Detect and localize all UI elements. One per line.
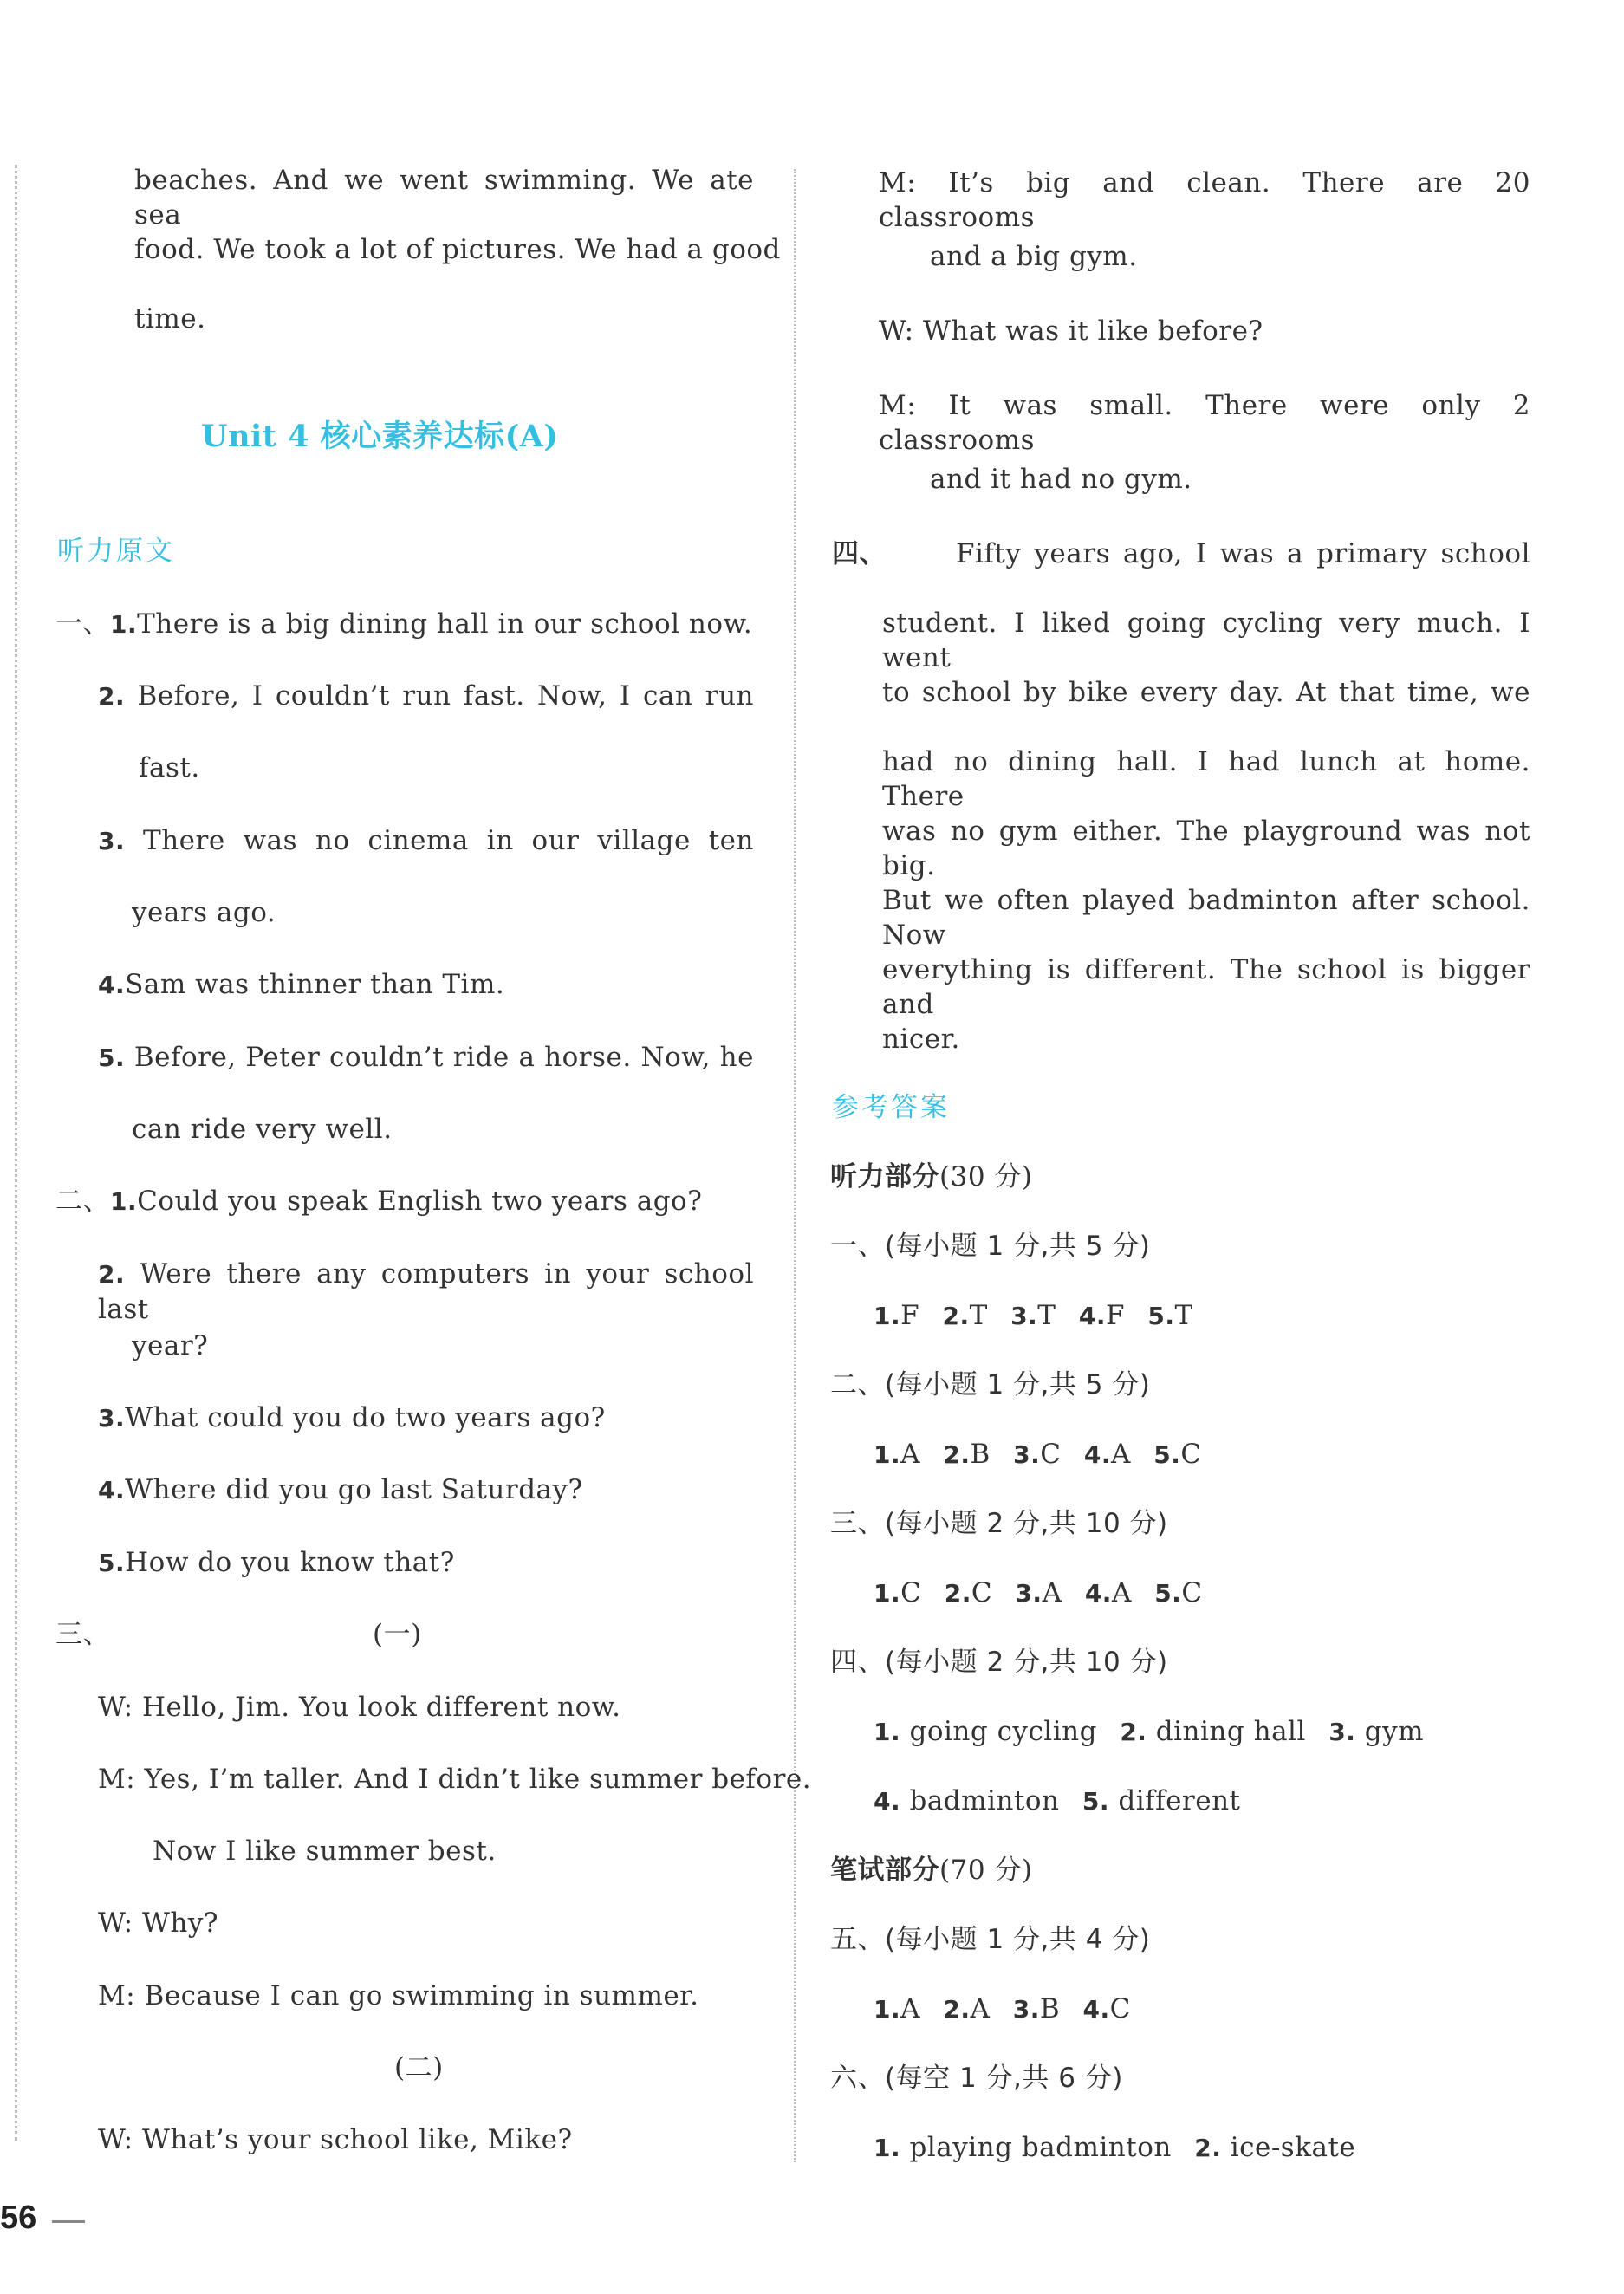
passage-line-2: student. I liked going cycling very much. I went	[882, 608, 1530, 673]
section-2-item-5: 5.How do you know that?	[98, 1547, 455, 1578]
section-2-item-2: 2. Were there any computers in your school last	[98, 1258, 754, 1325]
page-number-rule	[52, 2220, 85, 2223]
section-3-part-1: (一)	[373, 1619, 422, 1650]
answer-group-2-label: 二、(每小题 1 分,共 5 分)	[830, 1369, 1151, 1400]
passage-line-7: everything is different. The school is bigger and	[882, 954, 1530, 1020]
answer-group-6-label: 六、(每空 1 分,共 6 分)	[830, 2063, 1123, 2094]
answers-heading: 参考答案	[832, 1092, 950, 1123]
section-1-label: 一、	[55, 608, 110, 640]
answer-group-3-label: 三、(每小题 2 分,共 10 分)	[830, 1508, 1168, 1539]
answer-group-6: 1. playing badminton 2. ice-skate	[874, 2132, 1356, 2163]
section-1-item-2: 2. Before, I couldn’t run fast. Now, I can run	[98, 680, 754, 712]
section-3-label: 三、	[55, 1619, 110, 1650]
answer-group-4-label: 四、(每小题 2 分,共 10 分)	[830, 1647, 1168, 1678]
section-2-label: 二、	[55, 1186, 110, 1217]
answer-group-2: 1.A 2.B 3.C 4.A 5.C	[874, 1439, 1202, 1470]
dialog-1-line-3: W: Why?	[98, 1907, 218, 1939]
passage-line-5: was no gym either. The playground was not big.	[882, 816, 1530, 881]
dialog-2-line-3: W: What was it like before?	[879, 315, 1263, 347]
section-1-item-4: 4.Sam was thinner than Tim.	[98, 969, 505, 1000]
written-part-heading: 笔试部分(70 分)	[830, 1855, 1033, 1886]
listening-heading: 听力原文	[57, 536, 175, 567]
intro-line-2: food. We took a lot of pictures. We had a good	[134, 234, 781, 265]
dialog-2-line-4-cont: and it had no gym.	[930, 464, 1192, 495]
section-2-item-2-cont: year?	[132, 1330, 209, 1361]
page-number: 56	[0, 2200, 37, 2236]
section-1-item-3: 3. There was no cinema in our village ten	[98, 825, 754, 856]
column-divider	[794, 169, 796, 2162]
answer-group-4-row-2: 4. badminton 5. different	[874, 1785, 1241, 1816]
passage-line-4: had no dining hall. I had lunch at home. There	[882, 746, 1530, 812]
answer-group-5: 1.A 2.A 3.B 4.C	[874, 1993, 1131, 2024]
passage-line-8: nicer.	[882, 1024, 960, 1055]
margin-guide	[15, 165, 17, 2141]
passage-line-1: Fifty years ago, I was a primary school	[956, 538, 1530, 569]
answer-group-1: 1.F 2.T 3.T 4.F 5.T	[874, 1300, 1193, 1331]
section-1-item-5-cont: can ride very well.	[132, 1114, 393, 1145]
dialog-2-line-2-cont: and a big gym.	[930, 241, 1138, 272]
intro-line-3: time.	[134, 303, 206, 335]
answer-group-5-label: 五、(每小题 1 分,共 4 分)	[830, 1924, 1151, 1955]
passage-line-6: But we often played badminton after school. Now	[882, 885, 1530, 951]
section-2-item-3: 3.What could you do two years ago?	[98, 1402, 606, 1433]
unit-title: Unit 4 核心素养达标(A)	[201, 419, 559, 454]
dialog-2-line-1: W: What’s your school like, Mike?	[98, 2124, 573, 2155]
answer-group-3: 1.C 2.C 3.A 4.A 5.C	[874, 1577, 1203, 1608]
dialog-1-line-1: W: Hello, Jim. You look different now.	[98, 1692, 621, 1723]
dialog-2-line-2: M: It’s big and clean. There are 20 classrooms	[879, 167, 1530, 233]
section-1-item-5: 5. Before, Peter couldn’t ride a horse. Now, he	[98, 1042, 754, 1073]
section-1-item-3-cont: years ago.	[132, 897, 276, 928]
section-2-item-1: 二、1.Could you speak English two years ago?	[55, 1186, 703, 1217]
section-1-item-2-cont: fast.	[139, 752, 200, 783]
section-2-item-4: 4.Where did you go last Saturday?	[98, 1474, 583, 1505]
section-1-item-1: 一、1.There is a big dining hall in our school now.	[55, 608, 753, 640]
listening-part-heading: 听力部分(30 分)	[830, 1161, 1033, 1192]
section-3-part-2: (二)	[394, 2052, 444, 2083]
answer-group-1-label: 一、(每小题 1 分,共 5 分)	[830, 1231, 1151, 1262]
dialog-2-line-4: M: It was small. There were only 2 classrooms	[879, 390, 1531, 456]
passage-line-3: to school by bike every day. At that time, we	[882, 677, 1530, 708]
section-4-label: 四、	[832, 538, 887, 569]
dialog-1-line-4: M: Because I can go swimming in summer.	[98, 1980, 699, 2011]
dialog-1-line-2: M: Yes, I’m taller. And I didn’t like summer before.	[98, 1764, 812, 1795]
intro-line-1: beaches. And we went swimming. We ate sea	[134, 165, 754, 231]
answer-group-4-row-1: 1. going cycling 2. dining hall 3. gym	[874, 1716, 1424, 1747]
dialog-1-line-2-cont: Now I like summer best.	[153, 1836, 497, 1867]
